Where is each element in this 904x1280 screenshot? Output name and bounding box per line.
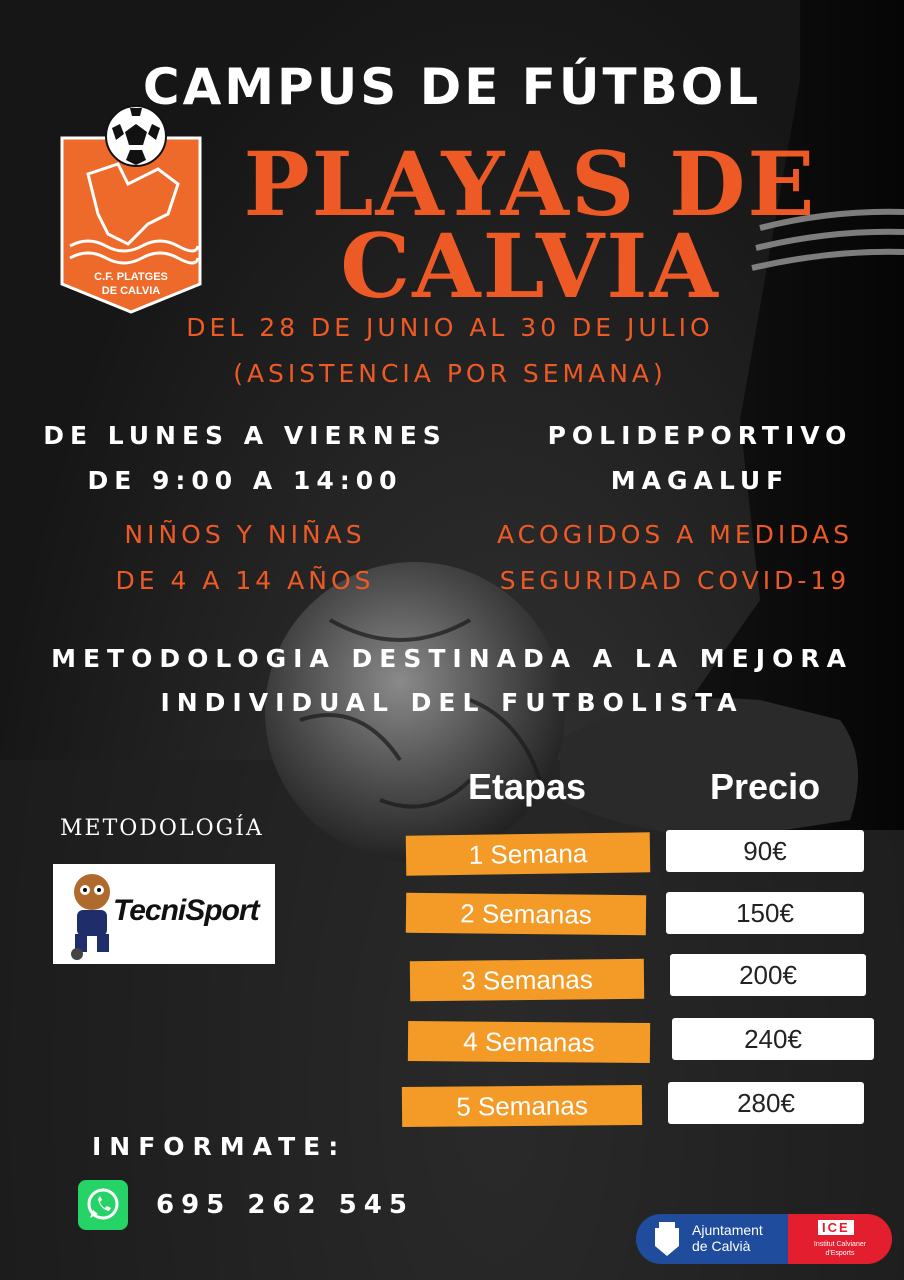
ice-line2: d'Esports bbox=[825, 1250, 855, 1257]
methodology-line1: METODOLOGIA DESTINADA A LA MEJORA bbox=[51, 644, 853, 673]
venue-name: POLIDEPORTIVO bbox=[547, 421, 853, 450]
attendance-note: (ASISTENCIA POR SEMANA) bbox=[233, 359, 667, 388]
covid-line1: ACOGIDOS A MEDIDAS bbox=[496, 520, 854, 549]
contact-label: INFORMATE: bbox=[92, 1132, 347, 1161]
stage-row-4: 4 Semanas bbox=[408, 1021, 650, 1063]
campus-title: CAMPUS DE FÚTBOL bbox=[142, 58, 762, 116]
price-row-3: 200€ bbox=[670, 954, 866, 996]
price-row-5: 280€ bbox=[668, 1082, 864, 1124]
crest-icon bbox=[652, 1220, 682, 1258]
methodology-line2: INDIVIDUAL DEL FUTBOLISTA bbox=[160, 688, 744, 717]
stage-row-3: 3 Semanas bbox=[410, 959, 644, 1001]
audience-line2: DE 4 A 14 AÑOS bbox=[115, 566, 375, 595]
ice-acronym: ICE bbox=[818, 1220, 854, 1235]
ice-logo bbox=[788, 1214, 892, 1264]
stage-row-5: 5 Semanas bbox=[402, 1085, 642, 1127]
stage-row-1: 1 Semana bbox=[406, 832, 651, 875]
audience-line1: NIÑOS Y NIÑAS bbox=[124, 520, 366, 549]
club-logo-text-1: C.F. PLATGES bbox=[94, 271, 168, 283]
price-header: Precio bbox=[710, 766, 821, 807]
covid-line2: SEGURIDAD COVID-19 bbox=[499, 566, 851, 595]
main-title-line2: CALVIA bbox=[340, 214, 720, 318]
club-logo-text-2: DE CALVIA bbox=[101, 285, 161, 297]
price-row-1: 90€ bbox=[666, 830, 864, 872]
tecnisport-logo bbox=[53, 864, 275, 964]
whatsapp-icon bbox=[78, 1180, 128, 1230]
stage-row-2: 2 Semanas bbox=[406, 893, 646, 936]
ice-line1: Institut Calvianer bbox=[813, 1241, 867, 1248]
price-row-2: 150€ bbox=[666, 892, 864, 934]
methodology-label: METODOLOGÍA bbox=[60, 816, 264, 841]
schedule-days: DE LUNES A VIERNES bbox=[43, 421, 447, 450]
venue-location: MAGALUF bbox=[610, 466, 790, 495]
soccer-ball-icon bbox=[104, 104, 168, 168]
stages-header: Etapas bbox=[468, 766, 587, 807]
phone-number: 695 262 545 bbox=[156, 1190, 414, 1220]
schedule-hours: DE 9:00 A 14:00 bbox=[87, 466, 403, 495]
price-row-4: 240€ bbox=[672, 1018, 874, 1060]
date-range: DEL 28 DE JUNIO AL 30 DE JULIO bbox=[186, 313, 714, 342]
main-title-line1: PLAYAS DE bbox=[243, 132, 817, 236]
tecnisport-brand: TecniSport bbox=[113, 894, 259, 927]
ajuntament-logo bbox=[636, 1214, 796, 1264]
ajuntament-line1: Ajuntament bbox=[692, 1222, 763, 1238]
ajuntament-line2: de Calvià bbox=[692, 1238, 751, 1254]
